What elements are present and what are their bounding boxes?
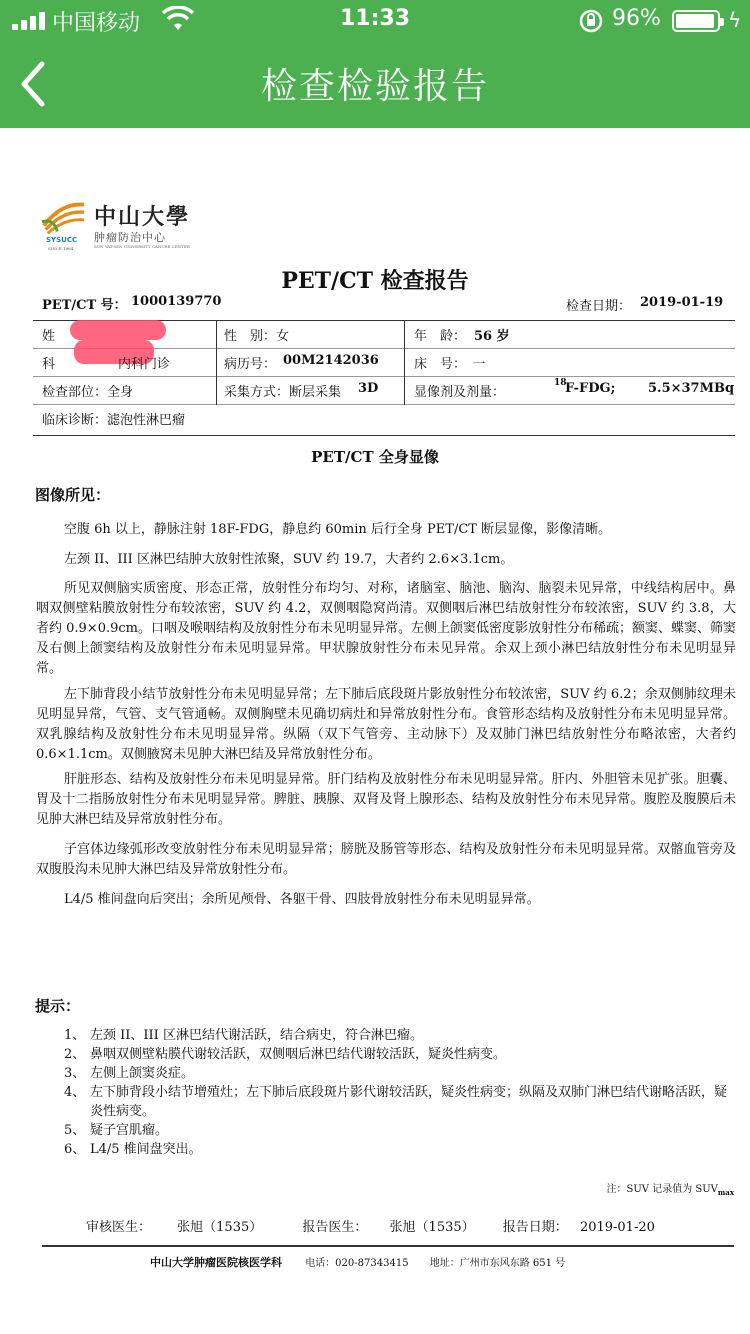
report-footer <box>150 1254 565 1270</box>
logo-name: 中山大學 <box>94 204 191 230</box>
reviewer-label: 审核医生： <box>86 1220 152 1235</box>
dept-value: 内科门诊 <box>118 357 171 372</box>
tip-number: 6、 <box>64 1142 86 1157</box>
list-item <box>64 1140 736 1159</box>
status-bar <box>0 0 750 40</box>
tips-heading: 提示： <box>35 997 81 1015</box>
app-header <box>0 0 750 128</box>
section-title: PET/CT 全身显像 <box>311 448 439 466</box>
findings-paragraph: 左下肺背段小结节放射性分布未见明显异常；左下肺后底段斑片影放射性分布较浓密，SUV 约 6.2；余双侧肺纹理未见明显异常，气管、支气管通畅。双侧胸壁未见确切病灶和异常放射性分布。食管形态结构及放射性分布未见明显异常。双乳腺结构及放射性分布未见明显异常。纵隔（双下气管旁、主动脉下）及双肺门淋巴结放射性分布略浓密，大者约 0.6×1.1cm。双侧腋窝未见肿大淋巴结及异常放射性分布。 <box>36 687 736 762</box>
pet-id-value: 1000139770 <box>131 294 222 309</box>
report-document <box>0 128 750 1334</box>
findings-paragraph: 所见双侧脑实质密度、形态正常，放射性分布均匀、对称，诸脑室、脑池、脑沟、脑裂未见异常，中线结构居中。鼻咽双侧壁粘膜放射性分布较浓密，SUV 约 4.2，双侧咽隐窝尚清。双侧咽后淋巴结放射性分布较浓密，SUV 约 3.8，大者约 0.9×0.9cm。口咽及喉咽结构及放射性分布未见明显异常。左侧上颌窦低密度影放射性分布稀疏；额窦、蝶窦、筛窦及右侧上颌窦结构及放射性分布未见明显异常。甲状腺放射性分布未见异常。余双上颈小淋巴结放射性分布未见明显异常。 <box>36 581 736 676</box>
hospital-logo-icon <box>40 198 88 238</box>
pet-id-label: PET/CT 号： <box>42 298 127 313</box>
table-line <box>33 376 735 377</box>
table-divider <box>404 320 405 405</box>
tip-number: 2、 <box>64 1047 86 1062</box>
tip-text: 鼻咽双侧壁粘膜代谢较活跃，双侧咽后淋巴结代谢较活跃，疑炎性病变。 <box>90 1047 507 1062</box>
table-line <box>33 435 735 436</box>
battery-fill <box>676 14 714 28</box>
tip-number: 4、 <box>64 1085 86 1100</box>
findings-paragraph: 肝脏形态、结构及放射性分布未见明显异常。肝门结构及放射性分布未见明显异常。肝内、外胆管未见扩张。胆囊、胃及十二指肠放射性分布未见明显异常。脾脏、胰腺、双肾及肾上腺形态、结构及放射性分布未见异常。腹腔及腹膜后未见肿大淋巴结及异常放射性分布。 <box>36 772 736 827</box>
bed-field: 床 号： 一 <box>414 357 486 372</box>
suv-note-sub: max <box>717 1188 734 1197</box>
tip-number: 3、 <box>64 1066 86 1081</box>
age-value: 56 岁 <box>474 329 510 344</box>
tip-number: 1、 <box>64 1028 86 1043</box>
findings-paragraph: 左颈 II、III 区淋巴结肿大放射性浓聚，SUV 约 19.7，大者约 2.6×3.1cm。 <box>64 552 514 567</box>
page-title: 检查检验报告 <box>260 66 489 107</box>
status-time: 11:33 <box>339 6 411 31</box>
findings-paragraph: 子宫体边缘弧形改变放射性分布未见明显异常；膀胱及肠管等形态、结构及放射性分布未见明显异常。双髂血管旁及双腹股沟未见肿大淋巴结及异常放射性分布。 <box>36 842 736 877</box>
footer-org: 中山大学肿瘤医院核医学科 <box>150 1256 282 1269</box>
footer-address: 地址：广州市东风东路 651 号 <box>429 1258 566 1269</box>
age-label: 年 龄： <box>414 329 467 344</box>
table-line <box>33 404 735 405</box>
method-label: 采集方式：断层采集 <box>224 385 342 400</box>
name-label: 姓 <box>42 329 56 344</box>
reviewer-name: 张旭（1535） <box>177 1220 263 1235</box>
list-item <box>64 1026 736 1045</box>
list-item <box>64 1064 736 1083</box>
suv-note-text: 注：SUV 记录值为 SUV <box>606 1184 718 1195</box>
findings-paragraph: 空腹 6h 以上，静脉注射 18F-FDG，静息约 60min 后行全身 PET/CT 断层显像，影像清晰。 <box>64 522 612 537</box>
dose-value: 5.5×37MBq <box>648 381 735 396</box>
battery-icon <box>672 10 720 32</box>
agent-superscript: 18 <box>554 378 567 388</box>
exam-date-value: 2019-01-19 <box>640 295 724 310</box>
rotation-lock-icon <box>578 8 604 34</box>
logo-subtitle: 肿瘤防治中心 <box>94 231 166 244</box>
tip-text: 左下肺背段小结节增殖灶；左下肺后底段斑片影代谢较活跃，疑炎性病变；纵隔及双肺门淋巴结代谢略活跃，疑炎性病变。 <box>90 1085 728 1119</box>
list-item <box>64 1121 736 1140</box>
nav-bar <box>0 40 750 128</box>
clinical-diagnosis: 临床诊断：滤泡性淋巴瘤 <box>42 413 186 428</box>
agent-label: 显像剂及剂量： <box>414 385 506 400</box>
method-value: 3D <box>358 381 379 396</box>
reporter-label: 报告医生： <box>302 1220 368 1235</box>
findings-paragraph: L4/5 椎间盘向后突出；余所见颅骨、各躯干骨、四肢骨放射性分布未见明显异常。 <box>64 892 540 907</box>
footer-divider <box>42 1245 734 1247</box>
logo-badge: SYSUCC <box>46 236 78 244</box>
report-title: PET/CT 检查报告 <box>281 268 469 294</box>
tip-number: 5、 <box>64 1123 86 1138</box>
signature-row <box>86 1216 655 1235</box>
exam-date-label: 检查日期： <box>566 299 632 314</box>
logo-since: SINCE 1964 <box>48 246 74 251</box>
report-date-value: 2019-01-20 <box>579 1220 655 1235</box>
carrier-name: 中国移动 <box>52 11 141 36</box>
reporter-name: 张旭（1535） <box>389 1220 475 1235</box>
footer-phone: 电话：020-87343415 <box>305 1258 409 1269</box>
tips-list <box>64 1026 736 1159</box>
tip-text: L4/5 椎间盘突出。 <box>90 1142 202 1157</box>
gender-field: 性 别：女 <box>224 329 290 344</box>
battery-percent: 96% <box>612 6 661 31</box>
tip-text: 左颈 II、III 区淋巴结代谢活跃，结合病史，符合淋巴瘤。 <box>90 1028 423 1043</box>
logo-english: SUN YAT-SEN UNIVERSITY CANCER CENTER <box>94 244 190 249</box>
tip-text: 疑子宫肌瘤。 <box>90 1123 169 1138</box>
suv-note <box>607 1180 734 1197</box>
exam-site: 检查部位：全身 <box>42 385 134 400</box>
findings-heading: 图像所见： <box>35 486 111 504</box>
agent-value: F-FDG; <box>565 381 616 396</box>
report-date-label: 报告日期： <box>502 1220 568 1235</box>
record-label: 病历号： <box>224 357 277 372</box>
dept-label: 科 <box>42 357 56 372</box>
list-item <box>64 1083 736 1121</box>
charging-icon: ϟ <box>728 8 742 32</box>
list-item <box>64 1045 736 1064</box>
record-value: 00M2142036 <box>283 353 379 368</box>
tip-text: 左侧上颌窦炎症。 <box>90 1066 195 1081</box>
redaction-mark <box>70 320 166 340</box>
table-divider <box>216 320 217 405</box>
